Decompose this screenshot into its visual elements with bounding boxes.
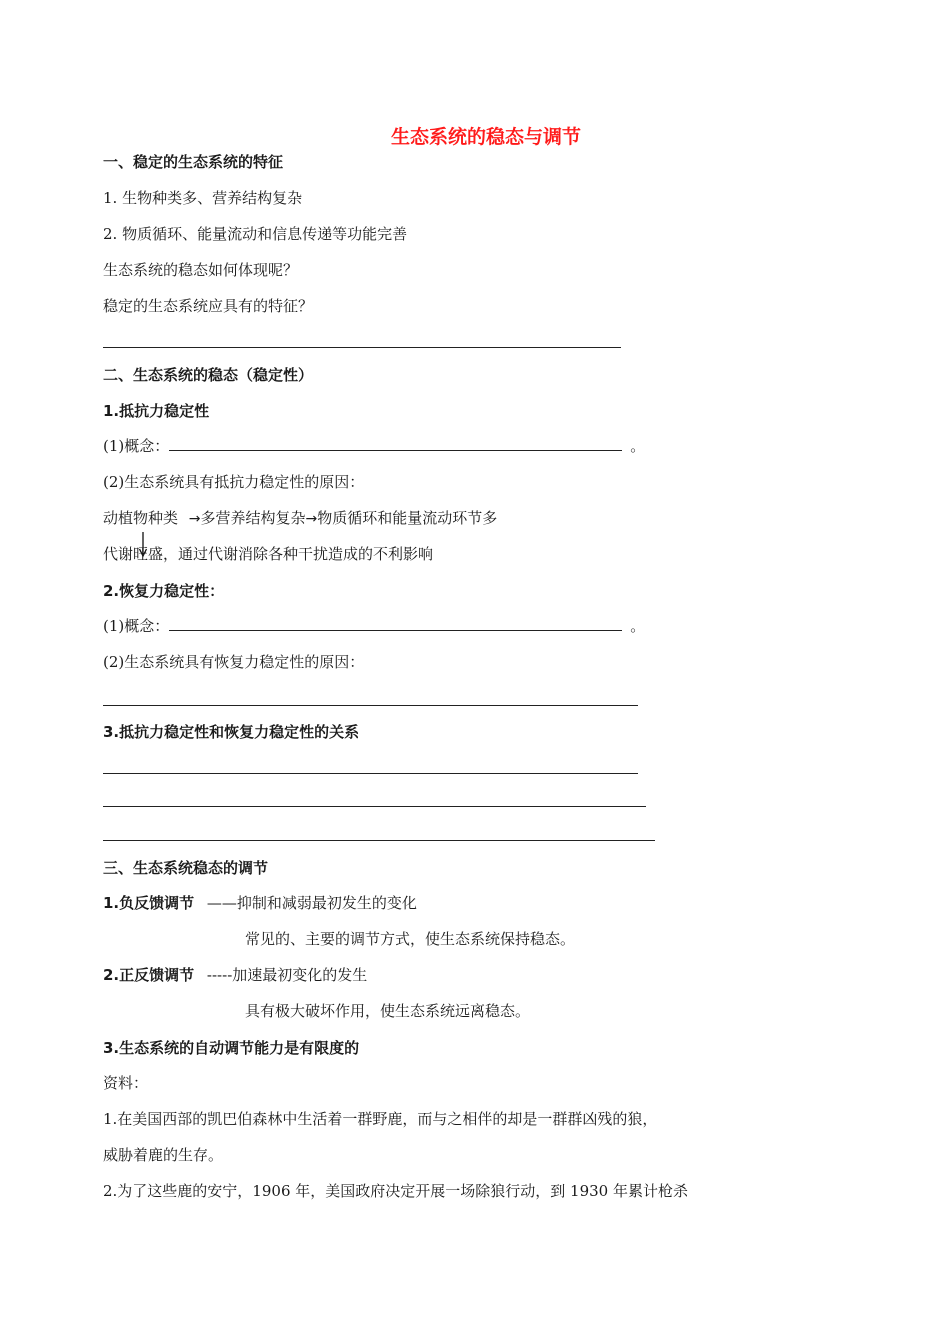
feedback-desc: ——抑制和减弱最初发生的变化: [206, 894, 417, 912]
concept-label: (1)概念：: [103, 437, 170, 455]
concept-line: [103, 616, 645, 636]
period: 。: [630, 617, 646, 635]
reason-text: (2)生态系统具有抵抗力稳定性的原因：: [103, 473, 365, 491]
answer-blank-line: [103, 773, 638, 774]
feedback-line: [103, 965, 367, 985]
period: 。: [630, 437, 646, 455]
right-arrow-icon: →: [305, 511, 318, 527]
feedback-note: 具有极大破坏作用，使生态系统远离稳态。: [245, 1002, 531, 1020]
subsection-heading: 3.抵抗力稳定性和恢复力稳定性的关系: [103, 723, 360, 741]
subsection-heading: 1.抵抗力稳定性: [103, 402, 210, 420]
answer-blank-line: [103, 705, 638, 706]
answer-blank: [169, 616, 622, 631]
feedback-line: [103, 893, 417, 913]
paragraph-text: 1.在美国西部的凯巴伯森林中生活着一群野鹿，而与之相伴的却是一群群凶残的狼，: [103, 1110, 658, 1128]
answer-blank-line: [103, 840, 655, 841]
list-item: 2. 物质循环、能量流动和信息传递等功能完善: [103, 225, 408, 243]
flow-text: 物质循环和能量流动环节多: [317, 509, 498, 527]
concept-label: (1)概念：: [103, 617, 170, 635]
concept-line: [103, 436, 645, 456]
right-arrow-icon: →: [188, 511, 201, 527]
feedback-desc: -----加速最初变化的发生: [206, 966, 368, 984]
question-text: 生态系统的稳态如何体现呢？: [103, 261, 299, 279]
material-label: 资料：: [103, 1074, 149, 1092]
feedback-label: 1.负反馈调节: [103, 894, 195, 912]
section-1-heading: 一、稳定的生态系统的特征: [103, 153, 284, 171]
reason-text: (2)生态系统具有恢复力稳定性的原因：: [103, 653, 365, 671]
answer-blank-line: [103, 806, 646, 807]
paragraph-text: 威胁着鹿的生存。: [103, 1146, 224, 1164]
flow-text: 动植物种类: [103, 509, 179, 527]
flow-text: 代谢旺盛，通过代谢消除各种干扰造成的不利影响: [103, 545, 434, 563]
feedback-label: 2.正反馈调节: [103, 966, 195, 984]
page-title: 生态系统的稳态与调节: [390, 126, 581, 148]
section-2-heading: 二、生态系统的稳态（稳定性）: [103, 366, 314, 384]
subsection-heading: 2.恢复力稳定性：: [103, 582, 225, 600]
question-text: 稳定的生态系统应具有的特征？: [103, 297, 314, 315]
subsection-heading: 3.生态系统的自动调节能力是有限度的: [103, 1039, 360, 1057]
flow-line: [103, 508, 497, 529]
answer-blank: [169, 436, 622, 451]
answer-blank-line: [103, 347, 621, 348]
flow-text: 多营养结构复杂: [200, 509, 306, 527]
section-3-heading: 三、生态系统稳态的调节: [103, 859, 269, 877]
list-item: 1. 生物种类多、营养结构复杂: [103, 189, 303, 207]
paragraph-text: 2.为了这些鹿的安宁，1906 年，美国政府决定开展一场除狼行动，到 1930 年累计枪杀: [103, 1182, 688, 1200]
feedback-note: 常见的、主要的调节方式，使生态系统保持稳态。: [245, 930, 576, 948]
